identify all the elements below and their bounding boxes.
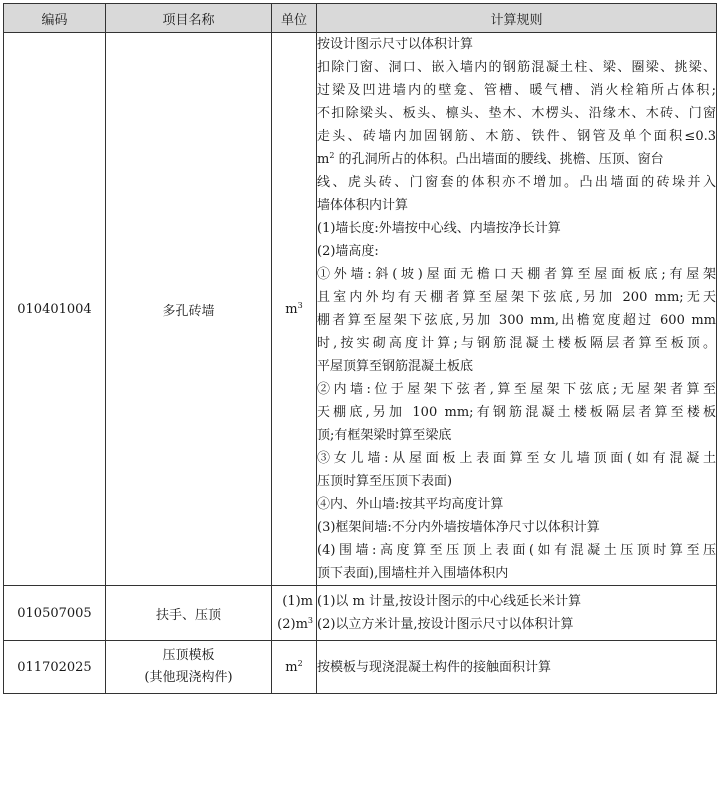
area-unit-exponent: 2 (329, 151, 335, 160)
item-name: 扶手、压顶 (106, 586, 272, 641)
rule-line: 走头、砖墙内加固钢筋、木筋、铁件、钢管及单个面积≤0.3 (317, 129, 716, 144)
item-name-line: 压顶模板 (162, 648, 215, 663)
rule-line: ②内墙:位于屋架下弦者,算至屋架下弦底;无屋架者算至 (317, 382, 716, 397)
rule-line: ①外墙:斜(坡)屋面无檐口天棚者算至屋面板底;有屋架 (317, 267, 716, 282)
rule-line: (2)墙高度: (317, 244, 379, 259)
rule-line: 按设计图示尺寸以体积计算 (317, 37, 474, 52)
item-code: 011702025 (4, 641, 106, 694)
rule-line: 平屋顶算至钢筋混凝土板底 (317, 359, 474, 374)
rule-line: 时,按实砌高度计算;与钢筋混凝土楼板隔层者算至板顶。 (317, 336, 716, 351)
item-unit (272, 586, 317, 641)
item-unit (272, 641, 317, 694)
rule-line: 顶;有框架梁时算至梁底 (317, 428, 452, 443)
rule-line: 天棚底,另加 100 mm;有钢筋混凝土楼板隔层者算至楼板 (317, 405, 716, 420)
item-name (106, 641, 272, 694)
item-code: 010507005 (4, 586, 106, 641)
rule-line: 不扣除梁头、板头、檩头、垫木、木楞头、沿缘木、木砖、门窗 (317, 106, 716, 121)
rule-line (317, 148, 716, 171)
item-rule (317, 586, 717, 641)
item-rule (317, 33, 717, 586)
rule-line: 线、虎头砖、门窗套的体积亦不增加。凸出墙面的砖垛并入 (317, 175, 716, 190)
header-code: 编码 (4, 4, 106, 33)
header-row (4, 4, 717, 33)
rule-line: ③女儿墙:从屋面板上表面算至女儿墙顶面(如有混凝土 (317, 451, 716, 466)
rule-line: 墙体体积内计算 (317, 198, 409, 213)
area-unit: m (317, 152, 330, 167)
header-name: 项目名称 (106, 4, 272, 33)
calculation-rules-table (3, 3, 717, 694)
header-unit: 单位 (272, 4, 317, 33)
rule-line: 棚者算至屋架下弦底,另加 300 mm,出檐宽度超过 600 mm (317, 313, 716, 328)
rule-line: (1)以 m 计量,按设计图示的中心线延长米计算 (317, 594, 582, 609)
rule-line: (1)墙长度:外墙按中心线、内墙按净长计算 (317, 221, 561, 236)
item-code: 010401004 (4, 33, 106, 586)
unit-exponent: 3 (307, 616, 313, 625)
item-name: 多孔砖墙 (106, 33, 272, 586)
header-rule: 计算规则 (317, 4, 717, 33)
rule-line: 顶下表面),围墙柱并入围墙体积内 (317, 566, 509, 581)
rule-line: 且室内外均有天棚者算至屋架下弦底,另加 200 mm;无天 (317, 290, 716, 305)
unit-base: (2)m (277, 617, 308, 632)
unit-base: m (285, 659, 298, 675)
unit-option-1: (1)m (282, 594, 313, 609)
item-unit (272, 33, 317, 586)
table-row (4, 641, 717, 694)
table-row (4, 586, 717, 641)
rule-line: 压顶时算至压顶下表面) (317, 474, 453, 489)
rule-line: 按模板与现浇混凝土构件的接触面积计算 (317, 659, 552, 675)
rule-line: ④内、外山墙:按其平均高度计算 (317, 497, 504, 512)
rule-line: (2)以立方米计量,按设计图示尺寸以体积计算 (317, 617, 574, 632)
item-rule (317, 641, 717, 694)
rule-line: (3)框架间墙:不分内外墙按墙体净尺寸以体积计算 (317, 520, 600, 535)
rule-line-text: 的孔洞所占的体积。凸出墙面的腰线、挑檐、压顶、窗台 (338, 152, 664, 167)
unit-exponent: 3 (297, 300, 303, 310)
unit-option-2 (272, 613, 316, 636)
table-row (4, 33, 717, 586)
rule-line: 扣除门窗、洞口、嵌入墙内的钢筋混凝土柱、梁、圈梁、挑梁、 (317, 60, 716, 75)
item-name-line: (其他现浇构件) (144, 670, 233, 685)
unit-exponent: 2 (297, 658, 303, 668)
rule-line: (4)围墙:高度算至压顶上表面(如有混凝土压顶时算至压 (317, 543, 716, 558)
rule-line: 过梁及凹进墙内的壁龛、管槽、暖气槽、消火栓箱所占体积; (317, 83, 716, 98)
unit-base: m (285, 301, 298, 317)
